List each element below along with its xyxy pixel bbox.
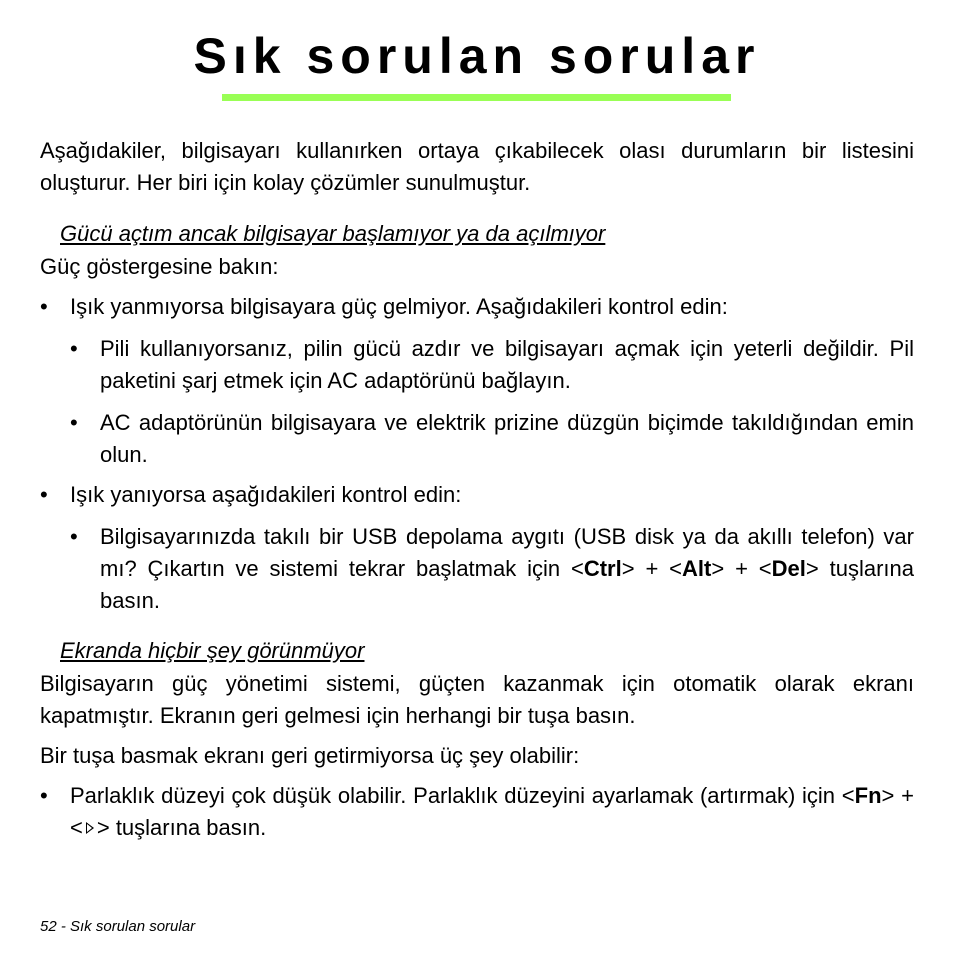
key-separator: > + < bbox=[70, 783, 914, 840]
title-underline bbox=[222, 94, 731, 101]
display-lead-text: Bir tuşa basmak ekranı geri getirmiyorsa üç şey olabilir: bbox=[40, 743, 580, 768]
sub-bullet-list bbox=[70, 521, 914, 617]
section-heading-power: Gücü açtım ancak bilgisayar başlamıyor ya da açılmıyor bbox=[60, 221, 606, 246]
list-item bbox=[70, 521, 914, 617]
power-lead-text: Güç göstergesine bakın: bbox=[40, 254, 279, 279]
sub-bullet-list bbox=[70, 333, 914, 471]
bullet-icon: • bbox=[70, 336, 78, 361]
page-title: Sık sorulan sorular bbox=[193, 28, 761, 84]
usb-text-after: > tuşlarına basın. bbox=[100, 556, 915, 613]
list-item-text: Işık yanmıyorsa bilgisayara güç gelmiyor. Aşağıdakileri kontrol edin: bbox=[70, 294, 728, 319]
list-item-text: Pili kullanıyorsanız, pilin gücü azdır ve bilgisayarı açmak için yeterli değildir. Pil paketini şarj etmek için AC adaptörünü bağlayın. bbox=[100, 336, 914, 393]
key-del: Del bbox=[771, 556, 806, 581]
list-item bbox=[70, 407, 914, 471]
main-content bbox=[40, 135, 914, 844]
list-item bbox=[40, 780, 914, 844]
key-ctrl: Ctrl bbox=[583, 556, 622, 581]
display-paragraph: Bilgisayarın güç yönetimi sistemi, güçten kazanmak için otomatik olarak ekranı kapatmıştır. Ekranın geri gelmesi için herhangi bir tuşa basın. bbox=[40, 671, 914, 728]
bullet-icon: • bbox=[70, 410, 78, 435]
list-item-text bbox=[70, 783, 914, 840]
list-item-text: Işık yanıyorsa aşağıdakileri kontrol edin: bbox=[70, 482, 462, 507]
display-bullet-list bbox=[40, 780, 914, 844]
list-item-text bbox=[100, 524, 914, 613]
list-item bbox=[70, 333, 914, 397]
list-item bbox=[40, 291, 914, 471]
intro-paragraph: Aşağıdakiler, bilgisayarı kullanırken ortaya çıkabilecek olası durumların bir listesini oluşturur. Her biri için kolay çözümler sunulmuştur. bbox=[40, 138, 914, 195]
bullet-icon: • bbox=[40, 783, 48, 808]
page-footer: 52 - Sık sorulan sorular bbox=[40, 918, 196, 935]
power-bullet-list bbox=[40, 291, 914, 617]
key-fn: Fn bbox=[854, 783, 882, 808]
bullet-icon: • bbox=[40, 294, 48, 319]
key-alt: Alt bbox=[682, 556, 712, 581]
brightness-text-before: Parlaklık düzeyi çok düşük olabilir. Parlaklık düzeyini ayarlamak (artırmak) için < bbox=[70, 783, 855, 808]
key-separator: > + < bbox=[621, 556, 683, 581]
brightness-up-triangle-icon bbox=[86, 822, 94, 834]
list-item-text: AC adaptörünün bilgisayara ve elektrik prizine düzgün biçimde takıldığından emin olun. bbox=[100, 410, 914, 467]
bullet-icon: • bbox=[70, 524, 78, 549]
key-separator: > + < bbox=[711, 556, 772, 581]
bullet-icon: • bbox=[40, 482, 48, 507]
brightness-text-after: > tuşlarına basın. bbox=[96, 815, 267, 840]
section-heading-display: Ekranda hiçbir şey görünmüyor bbox=[60, 638, 365, 663]
list-item bbox=[40, 479, 914, 617]
usb-text-before: Bilgisayarınızda takılı bir USB depolama aygıtı (USB disk ya da akıllı telefon) var mı? Çıkartın ve sistemi tekrar başlatmak için < bbox=[100, 524, 914, 581]
